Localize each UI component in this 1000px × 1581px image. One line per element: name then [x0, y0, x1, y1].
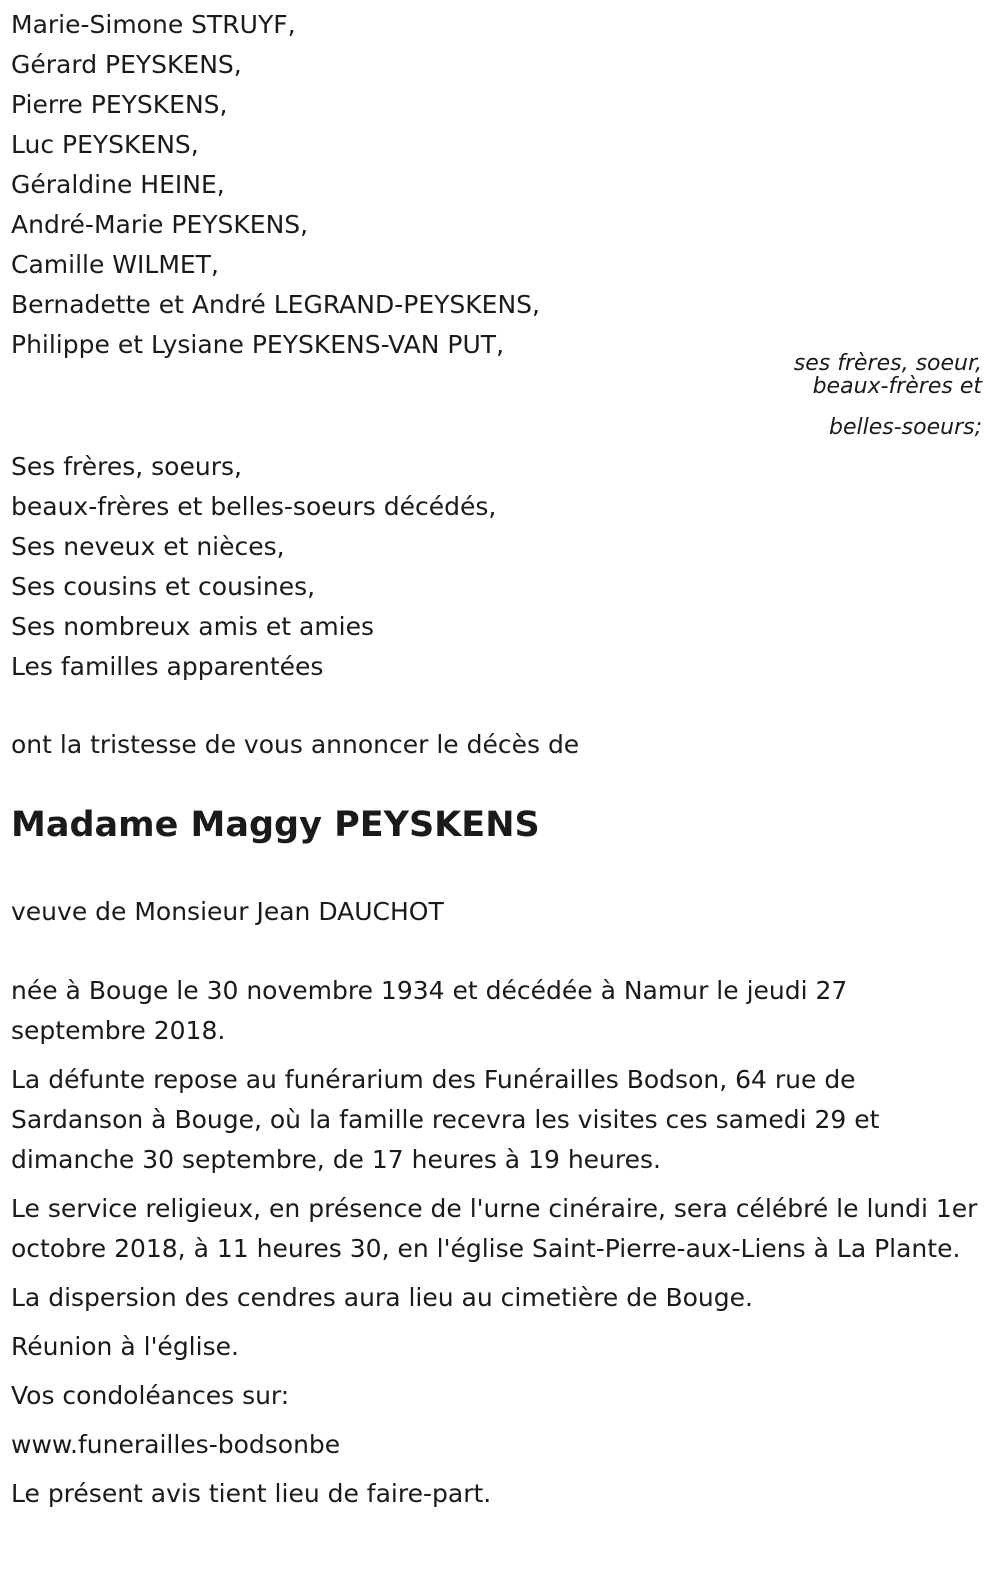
service-paragraph: Le service religieux, en présence de l'urne cinéraire, sera célébré le lundi 1er octobre 2018, à 11 heures 30, en l'église Saint-Pierre-aux-Liens à La Plante. [11, 1194, 978, 1263]
family-member: Philippe et Lysiane PEYSKENS-VAN PUT, [11, 330, 505, 359]
birth-death-paragraph: née à Bouge le 30 novembre 1934 et décédée à Namur le jeudi 27 septembre 2018. [11, 976, 848, 1045]
meeting-paragraph: Réunion à l'église. [11, 1332, 239, 1361]
notice-closing: Le présent avis tient lieu de faire-part. [11, 1479, 492, 1508]
widow-of-text: veuve de Monsieur Jean DAUCHOT [11, 897, 444, 926]
family-member: André-Marie PEYSKENS, [11, 210, 309, 239]
condolences-website: www.funerailles-bodsonbe [11, 1430, 341, 1459]
relatives-item: Ses cousins et cousines, [11, 572, 316, 601]
relatives-item: Les familles apparentées [11, 652, 324, 681]
family-member: Pierre PEYSKENS, [11, 90, 228, 119]
family-member: Gérard PEYSKENS, [11, 50, 242, 79]
family-role-line: belles-soeurs; [829, 415, 982, 440]
announcement-text: ont la tristesse de vous annoncer le décès de [11, 730, 580, 759]
family-role-caption [794, 352, 982, 441]
family-member: Marie-Simone STRUYF, [11, 10, 296, 39]
family-role-line: beaux-frères et [812, 374, 982, 399]
relatives-item: Ses neveux et nièces, [11, 532, 285, 561]
deceased-name: Madame Maggy PEYSKENS [11, 805, 540, 845]
notice-details [11, 971, 986, 1523]
relatives-item: beaux-frères et belles-soeurs décédés, [11, 492, 497, 521]
funerarium-paragraph: La défunte repose au funérarium des Funérailles Bodson, 64 rue de Sardanson à Bouge, où la famille recevra les visites ces samedi 29 et dimanche 30 septembre, de 17 heures à 19 heures. [11, 1065, 880, 1174]
relatives-item: Ses nombreux amis et amies [11, 612, 375, 641]
family-member: Bernadette et André LEGRAND-PEYSKENS, [11, 290, 540, 319]
family-role-line: ses frères, soeur, [793, 351, 982, 376]
family-member: Camille WILMET, [11, 250, 219, 279]
ashes-paragraph: La dispersion des cendres aura lieu au cimetière de Bouge. [11, 1283, 753, 1312]
relatives-item: Ses frères, soeurs, [11, 452, 242, 481]
condolences-label: Vos condoléances sur: [11, 1381, 290, 1410]
family-member: Géraldine HEINE, [11, 170, 225, 199]
family-list [11, 5, 540, 365]
relatives-list [11, 447, 496, 687]
family-member: Luc PEYSKENS, [11, 130, 199, 159]
